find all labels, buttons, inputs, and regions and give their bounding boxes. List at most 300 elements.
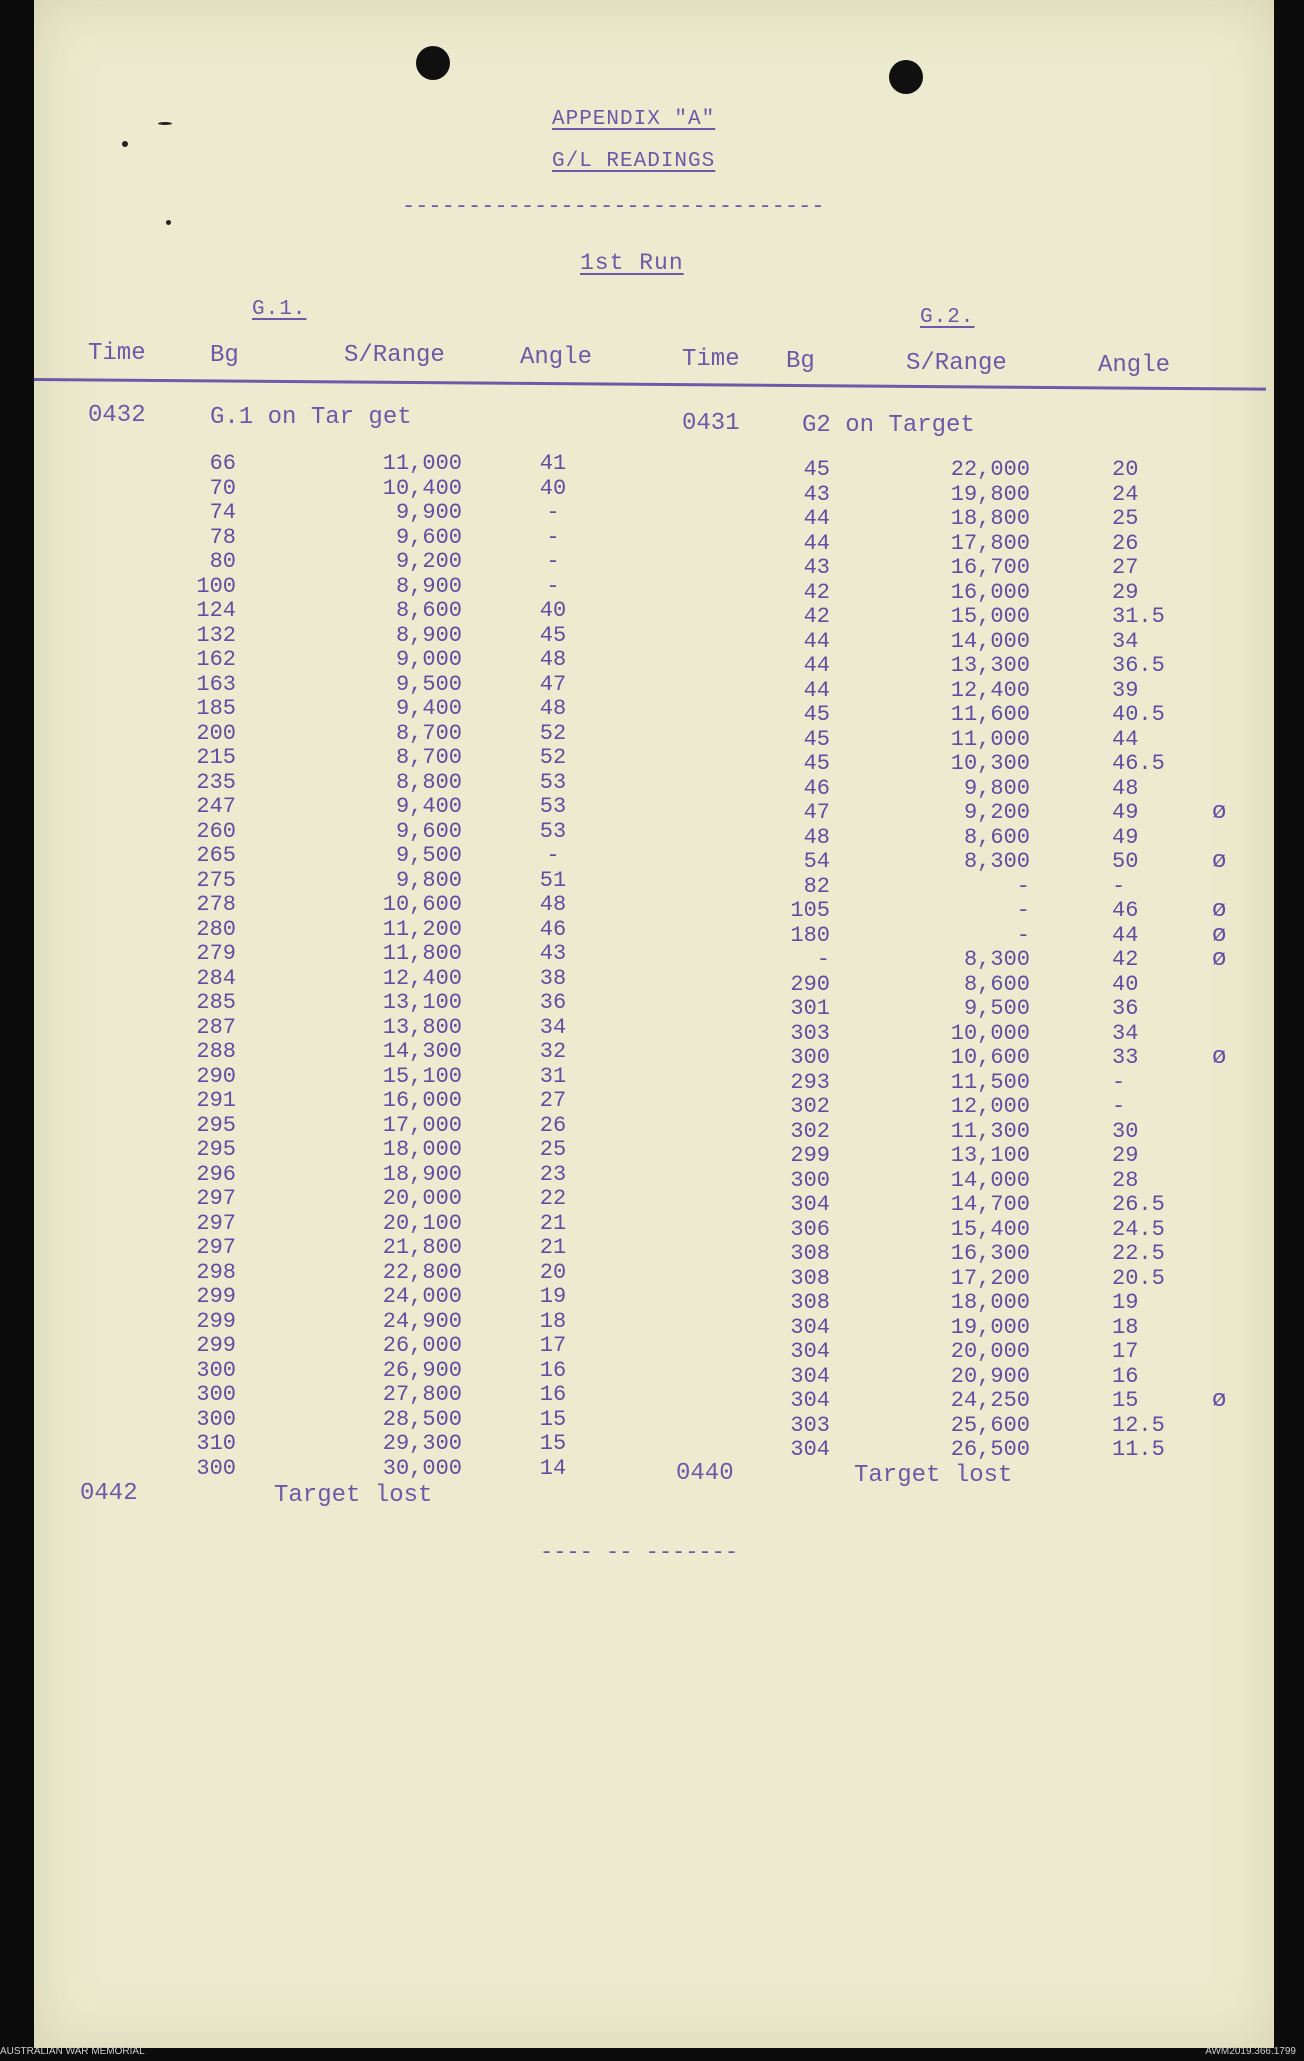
g1-angle-cell: 15 xyxy=(539,1406,567,1432)
g2-bearing-cell: 293 xyxy=(790,1069,830,1095)
g1-range-cell: 8,700 xyxy=(395,720,462,746)
g1-range-cell: 8,900 xyxy=(395,622,462,648)
g1-bearing-cell: 297 xyxy=(196,1210,236,1236)
g2-angle-cell: 24 xyxy=(1112,481,1139,507)
g2-bearing-cell: 304 xyxy=(790,1192,830,1217)
g1-bearing-cell: 260 xyxy=(196,818,236,844)
g2-range-cell: 12,400 xyxy=(950,677,1030,703)
footer-institution: AUSTRALIAN WAR MEMORIAL xyxy=(0,2046,145,2057)
g1-bearing-cell: 296 xyxy=(196,1161,236,1187)
g1-end-note: Target lost xyxy=(274,1482,433,1509)
g2-mark-cell xyxy=(1212,973,1242,998)
g1-angle-cell: 14 xyxy=(539,1455,567,1481)
g2-bearing-cell: 290 xyxy=(790,971,830,997)
g1-angle-cell: 52 xyxy=(539,720,567,746)
end-separator: ---- -- ------- xyxy=(540,1540,739,1565)
g1-angle-cell: 47 xyxy=(539,671,567,697)
g2-range-cell: - xyxy=(1016,898,1030,923)
g1-bearing-cell: 124 xyxy=(196,598,236,623)
g1-angle-cell: 40 xyxy=(539,598,567,623)
g2-angle-cell: - xyxy=(1112,1069,1126,1095)
g1-angle-cell: 15 xyxy=(539,1431,567,1456)
g1-bearing-cell: 299 xyxy=(196,1308,236,1334)
g2-angle-cell: 29 xyxy=(1112,579,1139,605)
g2-angle-cell: 33 xyxy=(1112,1045,1139,1070)
g1-range-cell: 28,500 xyxy=(382,1406,462,1432)
g2-bearing-cell: 306 xyxy=(790,1216,830,1242)
g2-bearing-cell: 44 xyxy=(803,677,830,703)
g1-bearing-cell: 295 xyxy=(196,1112,236,1138)
g1-bearing-cell: 300 xyxy=(196,1455,236,1481)
g2-range-cell: - xyxy=(1016,873,1030,899)
g2-label: G.2. xyxy=(920,306,975,329)
g1-range-cell: 9,200 xyxy=(395,549,462,574)
g2-end-note: Target lost xyxy=(854,1462,1013,1489)
g2-angle-cell: 48 xyxy=(1112,775,1139,801)
g2-mark-cell xyxy=(1212,752,1242,777)
g1-angle-column xyxy=(528,452,578,1481)
g2-mark-cell xyxy=(1212,1144,1242,1169)
g1-range-cell: 30,000 xyxy=(382,1455,462,1481)
g1-range-cell: 8,900 xyxy=(395,573,462,599)
g2-range-cell: 14,700 xyxy=(950,1192,1030,1217)
g2-angle-cell: 49 xyxy=(1112,824,1139,850)
g2-angle-cell: 40 xyxy=(1112,971,1139,997)
g2-mark-cell xyxy=(1212,581,1242,606)
g1-angle-cell: 43 xyxy=(539,941,567,966)
g1-start-note: G.1 on Tar get xyxy=(210,404,412,431)
g2-range-cell: 11,600 xyxy=(950,702,1030,727)
g2-range-cell: 18,800 xyxy=(950,506,1030,531)
g2-mark-cell xyxy=(1212,483,1242,508)
g2-range-cell: 8,600 xyxy=(963,824,1030,850)
g1-bearing-cell: 200 xyxy=(196,720,236,746)
g2-mark-cell xyxy=(1212,826,1242,851)
g1-range-cell: 26,900 xyxy=(382,1357,462,1383)
g1-header-time: Time xyxy=(88,340,146,367)
g1-angle-cell: 34 xyxy=(539,1014,567,1040)
g1-bearing-cell: 300 xyxy=(196,1406,236,1432)
g2-angle-cell: 34 xyxy=(1112,1020,1139,1046)
g1-range-cell: 29,300 xyxy=(382,1431,462,1456)
g2-bearing-cell: 44 xyxy=(803,506,830,531)
g2-angle-cell: 30 xyxy=(1112,1118,1139,1144)
g2-bearing-cell: 44 xyxy=(803,628,830,654)
g2-range-cell: 17,200 xyxy=(950,1265,1030,1291)
g1-bearing-cell: 279 xyxy=(196,941,236,966)
g2-bearing-cell: 304 xyxy=(790,1314,830,1340)
g2-mark-cell xyxy=(1212,532,1242,557)
g2-bearing-cell: 303 xyxy=(790,1412,830,1438)
g1-bearing-cell: 290 xyxy=(196,1063,236,1089)
g2-angle-cell: 26.5 xyxy=(1112,1192,1165,1217)
g1-bearing-cell: 310 xyxy=(196,1431,236,1456)
g2-mark-cell: ø xyxy=(1212,848,1227,875)
g1-bearing-cell: 80 xyxy=(209,549,236,574)
g2-angle-cell: 46.5 xyxy=(1112,751,1165,776)
g1-angle-cell: 38 xyxy=(539,965,567,991)
g2-angle-cell: 31.5 xyxy=(1112,604,1165,629)
g2-bearing-cell: 45 xyxy=(803,457,830,482)
g2-mark-cell xyxy=(1212,1193,1242,1218)
g2-range-cell: 14,000 xyxy=(950,1167,1030,1193)
g1-range-cell: 9,800 xyxy=(395,867,462,893)
g2-range-cell: 20,900 xyxy=(950,1363,1030,1389)
g2-range-cell: 8,600 xyxy=(963,971,1030,997)
g1-angle-cell: 53 xyxy=(539,794,567,819)
header-rule xyxy=(34,378,1266,391)
g1-angle-cell: 36 xyxy=(539,990,567,1015)
g2-range-cell: 9,800 xyxy=(963,775,1030,801)
g2-mark-cell: ø xyxy=(1212,799,1227,826)
g2-angle-cell: 16 xyxy=(1112,1363,1139,1389)
g2-bearing-cell: 308 xyxy=(790,1290,830,1315)
g1-angle-cell: 17 xyxy=(539,1333,567,1358)
g2-mark-cell: ø xyxy=(1212,921,1227,949)
g1-bearing-cell: 280 xyxy=(196,916,236,942)
g1-bearing-cell: 162 xyxy=(196,647,236,672)
g1-bearing-cell: 297 xyxy=(196,1186,236,1211)
g1-range-cell: 9,400 xyxy=(395,794,462,819)
g1-angle-cell: 16 xyxy=(539,1382,567,1407)
g2-range-cell: 11,000 xyxy=(950,726,1030,752)
g2-bearing-cell: 82 xyxy=(803,873,830,899)
g2-bearing-cell: 300 xyxy=(790,1045,830,1070)
g1-angle-cell: 45 xyxy=(539,622,567,648)
g2-angle-cell: 20.5 xyxy=(1112,1265,1165,1291)
g2-range-cell: 8,300 xyxy=(963,849,1030,874)
g1-range-cell: 18,900 xyxy=(382,1161,462,1187)
g2-range-cell: 20,000 xyxy=(950,1339,1030,1364)
g1-range-cell: 8,800 xyxy=(395,769,462,795)
g2-bearing-cell: 42 xyxy=(803,579,830,605)
g1-bearing-cell: 235 xyxy=(196,769,236,795)
g1-slant-range-column xyxy=(344,452,462,1481)
g1-angle-cell: 52 xyxy=(539,745,567,770)
g2-mark-cell xyxy=(1212,507,1242,532)
g1-bearing-cell: 66 xyxy=(209,451,236,476)
appendix-title: APPENDIX "A" xyxy=(552,108,716,131)
g2-angle-cell: 44 xyxy=(1112,922,1139,948)
g2-start-note: G2 on Target xyxy=(802,412,975,439)
g1-angle-cell: 18 xyxy=(539,1308,567,1334)
g2-angle-cell: 11.5 xyxy=(1112,1437,1165,1462)
g1-end-time: 0442 xyxy=(80,1480,138,1507)
g2-header-angle: Angle xyxy=(1098,352,1171,379)
g1-bearing-cell: 265 xyxy=(196,843,236,868)
g1-angle-cell: 25 xyxy=(539,1137,567,1162)
g2-angle-cell: 42 xyxy=(1112,947,1139,972)
g1-bearing-cell: 163 xyxy=(196,671,236,697)
g2-header-range: S/Range xyxy=(906,350,1007,377)
g2-range-cell: 11,500 xyxy=(950,1069,1030,1095)
g2-angle-cell: 34 xyxy=(1112,628,1139,654)
g2-bearing-cell: 47 xyxy=(803,800,830,825)
g2-angle-cell: 22.5 xyxy=(1112,1241,1165,1266)
g1-angle-cell: 20 xyxy=(539,1259,567,1285)
g1-range-cell: 24,000 xyxy=(382,1284,462,1309)
g2-range-cell: 19,800 xyxy=(950,481,1030,507)
g1-range-cell: 9,600 xyxy=(395,818,462,844)
g2-angle-cell: 28 xyxy=(1112,1167,1139,1193)
g2-bearing-cell: 304 xyxy=(790,1437,830,1462)
g2-angle-cell: 50 xyxy=(1112,849,1139,874)
g2-bearing-cell: 42 xyxy=(803,604,830,629)
punch-hole-left xyxy=(416,46,450,80)
g1-bearing-cell: 299 xyxy=(196,1333,236,1358)
g2-angle-cell: 26 xyxy=(1112,530,1139,556)
g1-bearing-cell: 70 xyxy=(209,475,236,501)
g1-angle-cell: 41 xyxy=(539,451,567,476)
g1-bearing-cell: 100 xyxy=(196,573,236,599)
g1-bearing-cell: 298 xyxy=(196,1259,236,1285)
g1-angle-cell: - xyxy=(546,573,560,599)
g2-range-cell: 18,000 xyxy=(950,1290,1030,1315)
g1-range-cell: 9,000 xyxy=(395,647,462,672)
g2-mark-cell xyxy=(1212,1316,1242,1341)
g1-bearing-cell: 300 xyxy=(196,1357,236,1383)
document-page xyxy=(34,0,1274,2048)
g1-range-cell: 12,400 xyxy=(382,965,462,991)
g2-mark-cell xyxy=(1212,630,1242,655)
g1-bearing-cell: 78 xyxy=(209,524,236,550)
g2-angle-cell: - xyxy=(1112,873,1126,899)
g1-range-cell: 14,300 xyxy=(382,1039,462,1064)
g2-bearing-cell: 304 xyxy=(790,1363,830,1389)
g1-start-time: 0432 xyxy=(88,402,146,429)
g2-mark-cell: ø xyxy=(1212,1387,1227,1414)
g2-mark-cell xyxy=(1212,1340,1242,1365)
g2-mark-cell xyxy=(1212,875,1242,900)
g1-angle-cell: 31 xyxy=(539,1063,567,1089)
g1-angle-cell: 48 xyxy=(539,892,567,917)
g2-angle-cell: 29 xyxy=(1112,1143,1139,1168)
g2-angle-cell: 20 xyxy=(1112,457,1139,482)
g2-range-cell: 16,300 xyxy=(950,1241,1030,1266)
g2-mark-cell xyxy=(1212,556,1242,581)
g2-range-cell: 9,500 xyxy=(963,996,1030,1021)
g2-angle-cell: 40.5 xyxy=(1112,702,1165,727)
g1-angle-cell: 40 xyxy=(539,475,567,501)
g1-range-cell: 26,000 xyxy=(382,1333,462,1358)
g2-bearing-cell: 44 xyxy=(803,653,830,678)
g1-label: G.1. xyxy=(252,298,307,321)
g2-angle-cell: 36.5 xyxy=(1112,653,1165,678)
g1-range-cell: 9,400 xyxy=(395,696,462,721)
g2-bearing-cell: 303 xyxy=(790,1020,830,1046)
g1-header-bg: Bg xyxy=(210,342,239,369)
punch-hole-right xyxy=(889,60,923,94)
footer-accession-number: AWM2019.366.1799 xyxy=(1205,2046,1296,2057)
g1-range-cell: 9,500 xyxy=(395,671,462,697)
g1-angle-cell: 48 xyxy=(539,647,567,672)
g1-range-cell: 9,500 xyxy=(395,843,462,868)
g1-bearing-cell: 297 xyxy=(196,1235,236,1260)
g2-mark-cell xyxy=(1212,679,1242,704)
g2-mark-cell xyxy=(1212,458,1242,483)
g2-bearing-column xyxy=(774,458,830,1463)
g2-range-cell: 13,100 xyxy=(950,1143,1030,1168)
g2-angle-cell: 27 xyxy=(1112,555,1139,580)
g1-angle-cell: 46 xyxy=(539,916,567,942)
g1-range-cell: 15,100 xyxy=(382,1063,462,1089)
ink-speck xyxy=(122,141,128,147)
g1-range-cell: 24,900 xyxy=(382,1308,462,1334)
g1-angle-cell: 27 xyxy=(539,1088,567,1113)
g1-angle-cell: 26 xyxy=(539,1112,567,1138)
g2-mark-cell: ø xyxy=(1212,946,1227,973)
g2-mark-cell xyxy=(1212,703,1242,728)
g2-mark-cell xyxy=(1212,1022,1242,1047)
g1-bearing-cell: 284 xyxy=(196,965,236,991)
g2-mark-cell: ø xyxy=(1212,1044,1227,1071)
g2-mark-cell xyxy=(1212,1169,1242,1194)
g1-bearing-cell: 285 xyxy=(196,990,236,1015)
g2-angle-cell: - xyxy=(1112,1094,1126,1119)
readings-subtitle: G/L READINGS xyxy=(552,150,716,173)
g2-mark-cell xyxy=(1212,1095,1242,1120)
g1-range-cell: 9,600 xyxy=(395,524,462,550)
g2-range-cell: 11,300 xyxy=(950,1118,1030,1144)
g1-range-cell: 16,000 xyxy=(382,1088,462,1113)
g2-range-cell: 10,300 xyxy=(950,751,1030,776)
g1-angle-cell: 19 xyxy=(539,1284,567,1309)
g2-end-time: 0440 xyxy=(676,1460,734,1487)
g1-bearing-cell: 299 xyxy=(196,1284,236,1309)
g2-bearing-cell: 43 xyxy=(803,481,830,507)
g1-range-cell: 11,800 xyxy=(382,941,462,966)
g2-slant-range-column xyxy=(912,458,1030,1463)
g2-start-time: 0431 xyxy=(682,410,740,437)
ink-speck xyxy=(158,122,172,125)
g2-mark-cell xyxy=(1212,728,1242,753)
g1-angle-cell: 32 xyxy=(539,1039,567,1064)
g2-mark-column xyxy=(1212,458,1242,1463)
g2-mark-cell xyxy=(1212,654,1242,679)
g2-bearing-cell: 180 xyxy=(790,922,830,948)
g2-bearing-cell: 304 xyxy=(790,1339,830,1364)
g2-range-cell: 10,600 xyxy=(950,1045,1030,1070)
g1-angle-cell: 51 xyxy=(539,867,567,893)
g1-range-cell: 10,600 xyxy=(382,892,462,917)
g2-bearing-cell: 44 xyxy=(803,530,830,556)
g2-angle-cell: 36 xyxy=(1112,996,1139,1021)
g1-bearing-cell: 295 xyxy=(196,1137,236,1162)
g2-range-cell: 15,400 xyxy=(950,1216,1030,1242)
g2-bearing-cell: 46 xyxy=(803,775,830,801)
g2-range-cell: 16,700 xyxy=(950,555,1030,580)
g2-bearing-cell: 308 xyxy=(790,1241,830,1266)
g1-range-cell: 22,800 xyxy=(382,1259,462,1285)
g2-mark-cell xyxy=(1212,1218,1242,1243)
g2-range-cell: 8,300 xyxy=(963,947,1030,972)
g2-mark-cell xyxy=(1212,1120,1242,1145)
g1-range-cell: 11,000 xyxy=(382,451,462,476)
g2-bearing-cell: 45 xyxy=(803,726,830,752)
g1-bearing-cell: 287 xyxy=(196,1014,236,1040)
g2-angle-cell: 46 xyxy=(1112,898,1139,923)
g2-bearing-cell: 304 xyxy=(790,1388,830,1413)
g1-bearing-column xyxy=(180,452,236,1481)
g2-mark-cell xyxy=(1212,1242,1242,1267)
g1-bearing-cell: 278 xyxy=(196,892,236,917)
g2-angle-cell: 25 xyxy=(1112,506,1139,531)
g2-angle-column xyxy=(1112,458,1176,1463)
g1-range-cell: 8,600 xyxy=(395,598,462,623)
g2-range-cell: 22,000 xyxy=(950,457,1030,482)
g1-angle-cell: - xyxy=(546,500,560,525)
g1-range-cell: 27,800 xyxy=(382,1382,462,1407)
title-separator: -------------------------------- xyxy=(402,194,825,219)
g2-angle-cell: 49 xyxy=(1112,800,1139,825)
g1-header-range: S/Range xyxy=(344,342,445,369)
g1-bearing-cell: 185 xyxy=(196,696,236,721)
g2-bearing-cell: 54 xyxy=(803,849,830,874)
g2-mark-cell xyxy=(1212,1071,1242,1096)
g2-range-cell: 14,000 xyxy=(950,628,1030,654)
g1-bearing-cell: 132 xyxy=(196,622,236,648)
g2-range-cell: - xyxy=(1016,922,1030,948)
g1-angle-cell: 53 xyxy=(539,818,567,844)
g2-readings-table xyxy=(634,458,1274,1498)
g2-mark-cell xyxy=(1212,1438,1242,1463)
g2-mark-cell xyxy=(1212,1267,1242,1292)
g2-mark-cell xyxy=(1212,1365,1242,1390)
g1-angle-cell: 22 xyxy=(539,1186,567,1211)
run-title: 1st Run xyxy=(580,250,684,276)
g1-angle-cell: 21 xyxy=(539,1210,567,1236)
g1-bearing-cell: 74 xyxy=(209,500,236,525)
g2-mark-cell xyxy=(1212,997,1242,1022)
g2-bearing-cell: 300 xyxy=(790,1167,830,1193)
g2-angle-cell: 19 xyxy=(1112,1290,1139,1315)
g2-mark-cell xyxy=(1212,605,1242,630)
g2-range-cell: 10,000 xyxy=(950,1020,1030,1046)
g1-range-cell: 9,900 xyxy=(395,500,462,525)
g2-range-cell: 16,000 xyxy=(950,579,1030,605)
g1-angle-cell: - xyxy=(546,549,560,574)
g1-bearing-cell: 275 xyxy=(196,867,236,893)
g1-bearing-cell: 300 xyxy=(196,1382,236,1407)
g1-angle-cell: - xyxy=(546,524,560,550)
g2-mark-cell xyxy=(1212,777,1242,802)
g2-range-cell: 19,000 xyxy=(950,1314,1030,1340)
g2-range-cell: 26,500 xyxy=(950,1437,1030,1462)
g2-angle-cell: 24.5 xyxy=(1112,1216,1165,1242)
g1-bearing-cell: 291 xyxy=(196,1088,236,1113)
g2-mark-cell xyxy=(1212,1414,1242,1439)
g1-range-cell: 10,400 xyxy=(382,475,462,501)
g1-bearing-cell: 215 xyxy=(196,745,236,770)
g2-mark-cell xyxy=(1212,1291,1242,1316)
g1-range-cell: 8,700 xyxy=(395,745,462,770)
g2-range-cell: 15,000 xyxy=(950,604,1030,629)
g2-angle-cell: 18 xyxy=(1112,1314,1139,1340)
g2-bearing-cell: 45 xyxy=(803,751,830,776)
g2-bearing-cell: - xyxy=(816,947,830,972)
g1-range-cell: 13,100 xyxy=(382,990,462,1015)
g2-header-time: Time xyxy=(682,346,740,373)
g1-bearing-cell: 288 xyxy=(196,1039,236,1064)
g2-mark-cell: ø xyxy=(1212,897,1227,924)
g2-range-cell: 17,800 xyxy=(950,530,1030,556)
g1-angle-cell: 48 xyxy=(539,696,567,721)
g2-range-cell: 25,600 xyxy=(950,1412,1030,1438)
g1-range-cell: 20,000 xyxy=(382,1186,462,1211)
g2-bearing-cell: 302 xyxy=(790,1094,830,1119)
g2-bearing-cell: 301 xyxy=(790,996,830,1021)
g2-range-cell: 24,250 xyxy=(950,1388,1030,1413)
